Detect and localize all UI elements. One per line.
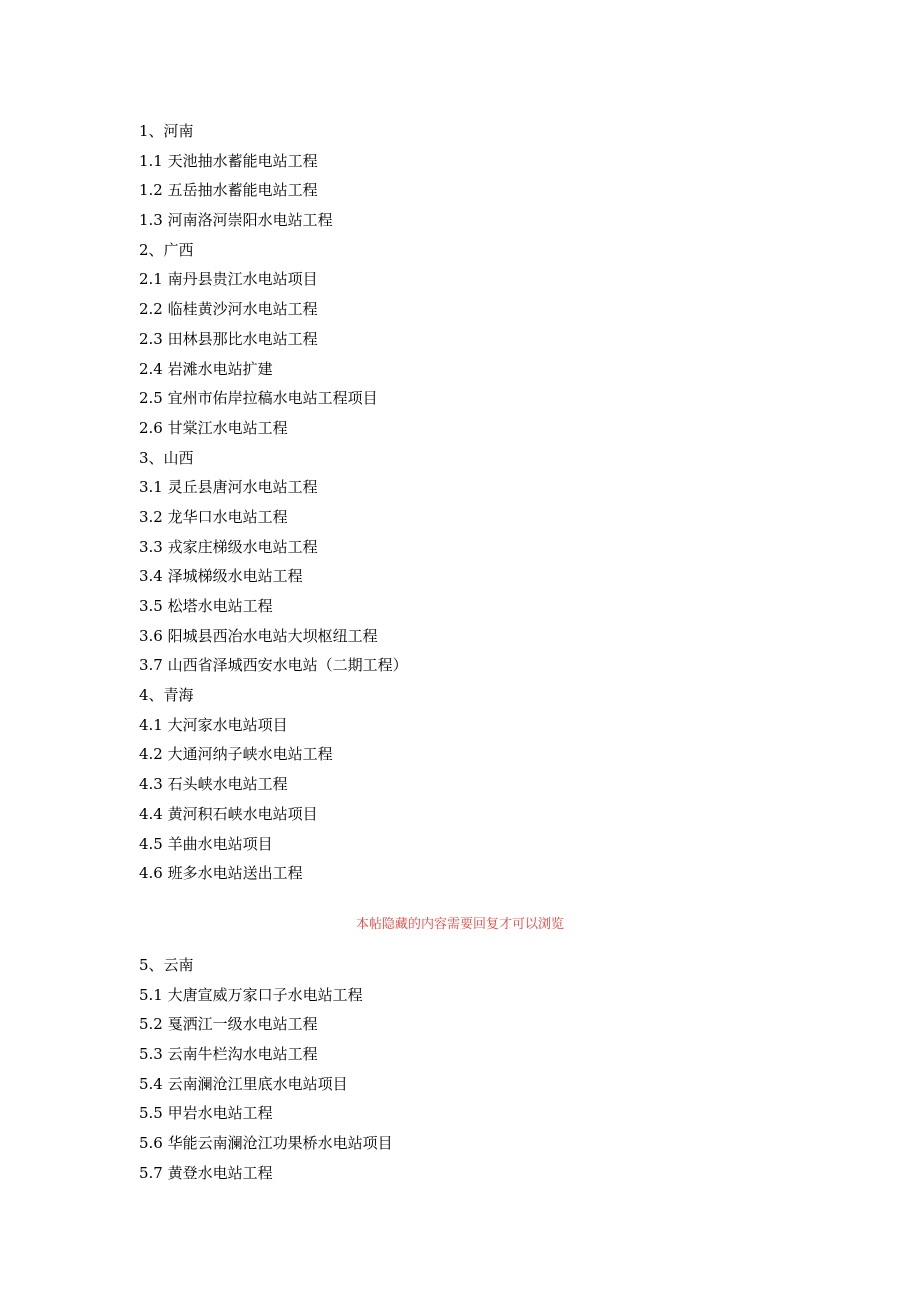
list-item: 3.6 阳城县西冶水电站大坝枢纽工程 [139,626,378,645]
province-heading: 1、河南 [139,122,194,140]
project-list-part-1 [139,117,839,889]
list-item: 1.2 五岳抽水蓄能电站工程 [139,181,318,200]
list-item: 2.3 田林县那比水电站工程 [139,329,318,348]
list-item: 2.4 岩滩水电站扩建 [139,359,273,378]
list-item: 5.6 华能云南澜沧江功果桥水电站项目 [139,1134,393,1153]
list-item: 4.2 大通河纳子峡水电站工程 [139,745,333,764]
list-item: 4.5 羊曲水电站项目 [139,834,273,853]
list-item: 3.5 松塔水电站工程 [139,597,273,615]
list-item: 5.5 甲岩水电站工程 [139,1104,273,1123]
list-item: 3.2 龙华口水电站工程 [139,507,288,526]
list-item: 3.1 灵丘县唐河水电站工程 [139,478,318,497]
list-item: 3.7 山西省泽城西安水电站（二期工程） [139,656,408,675]
list-item: 5.3 云南牛栏沟水电站工程 [139,1045,318,1064]
list-item: 4.6 班多水电站送出工程 [139,864,303,883]
hidden-content-notice: 本帖隐藏的内容需要回复才可以浏览 [355,917,564,932]
list-item: 4.4 黄河积石峡水电站项目 [139,804,318,823]
list-item: 4.1 大河家水电站项目 [139,715,288,734]
list-item: 2.1 南丹县贵江水电站项目 [139,270,318,289]
list-item: 2.6 甘棠江水电站工程 [139,418,288,437]
list-item: 5.2 戛洒江一级水电站工程 [139,1015,318,1034]
province-heading: 3、山西 [139,448,194,467]
list-item: 5.1 大唐宣威万家口子水电站工程 [139,985,363,1004]
province-heading: 4、青海 [139,686,194,705]
province-heading: 5、云南 [139,956,194,974]
project-list-part-2 [139,951,839,1189]
province-heading: 2、广西 [139,240,194,259]
list-item: 4.3 石头峡水电站工程 [139,775,288,794]
list-item: 3.4 泽城梯级水电站工程 [139,567,303,586]
list-item: 5.4 云南澜沧江里底水电站项目 [139,1074,348,1093]
list-item: 2.5 宜州市佑岸拉稿水电站工程项目 [139,389,378,408]
list-item: 1.3 河南洛河崇阳水电站工程 [139,211,333,230]
list-item: 3.3 戎家庄梯级水电站工程 [139,537,318,556]
list-item: 5.7 黄登水电站工程 [139,1163,273,1182]
list-item: 1.1 天池抽水蓄能电站工程 [139,151,318,170]
list-item: 2.2 临桂黄沙河水电站工程 [139,300,318,319]
